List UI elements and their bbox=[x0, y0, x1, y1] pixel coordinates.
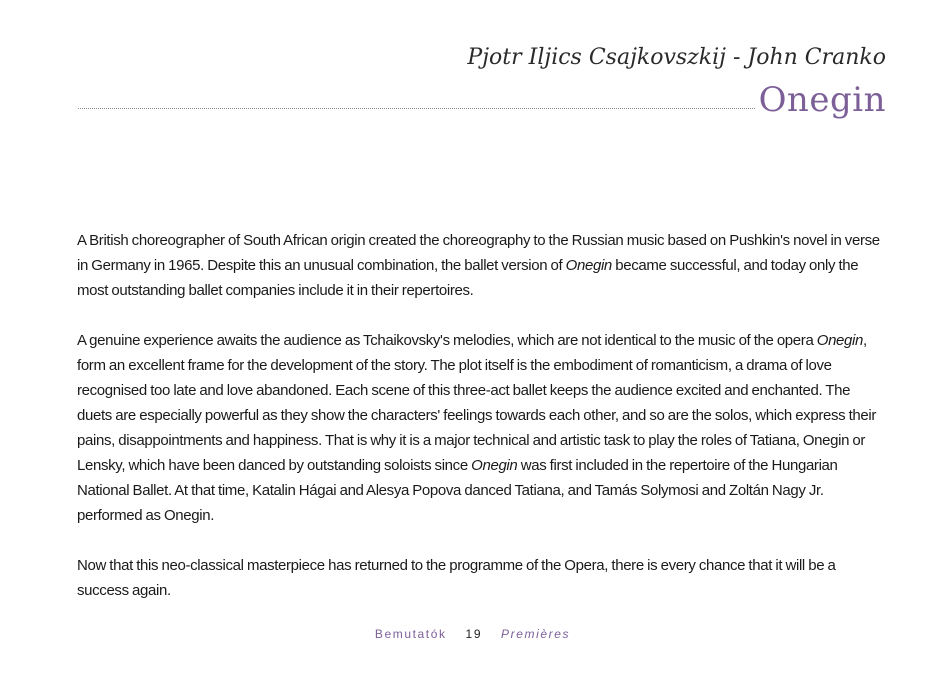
text-run: A British choreographer of South African origin created the choreography to the Russian music based on Pushkin's novel in verse in Germany in 1965. Despite this an unusual combination, the ballet version of bbox=[77, 232, 880, 274]
composer-line: Pjotr Iljics Csajkovszkij - John Cranko bbox=[467, 45, 886, 70]
text-run: A genuine experience awaits the audience as Tchaikovsky's melodies, which are not identical to the music of the opera bbox=[77, 332, 817, 349]
paragraph-1 bbox=[77, 228, 887, 303]
italic-title: Onegin bbox=[816, 332, 864, 349]
text-run: became successful, and today only the most outstanding ballet companies include it in their repertoires. bbox=[77, 257, 859, 299]
italic-title: Onegin bbox=[565, 257, 612, 274]
page-header bbox=[78, 40, 886, 130]
text-run: was first included in the repertoire of the Hungarian National Ballet. At that time, Katalin Hágai and Alesya Popova danced Tatiana, and Tamás Solymosi and Zoltán Nagy Jr. performed as Onegin. bbox=[77, 457, 838, 524]
italic-title: Onegin bbox=[471, 457, 518, 474]
title-row bbox=[78, 80, 886, 120]
paragraph-3: Now that this neo-classical masterpiece has returned to the programme of the Opera, there is every chance that it will be a success again. bbox=[77, 557, 836, 599]
footer-section-hu: Bemutatók bbox=[374, 627, 447, 641]
page-title: Onegin bbox=[758, 80, 886, 120]
page-number: 19 bbox=[465, 627, 483, 641]
page-footer bbox=[0, 627, 945, 641]
text-run: , form an excellent frame for the development of the story. The plot itself is the embodiment of romanticism, a drama of love recognised too late and love abandoned. Each scene of this three-act ballet keeps the audience excited and enchanted. The duets are especially powerful as they show the characters' feelings towards each other, and so are the solos, which express their pains, disappointments and happiness. That is why it is a major technical and artistic task to play the roles of Tatiana, Onegin or Lensky, which have been danced by outstanding soloists since bbox=[77, 332, 877, 474]
paragraph-2 bbox=[77, 328, 887, 528]
dotted-divider bbox=[78, 108, 755, 109]
footer-section-fr: Premières bbox=[501, 627, 571, 641]
article-body bbox=[77, 228, 887, 603]
